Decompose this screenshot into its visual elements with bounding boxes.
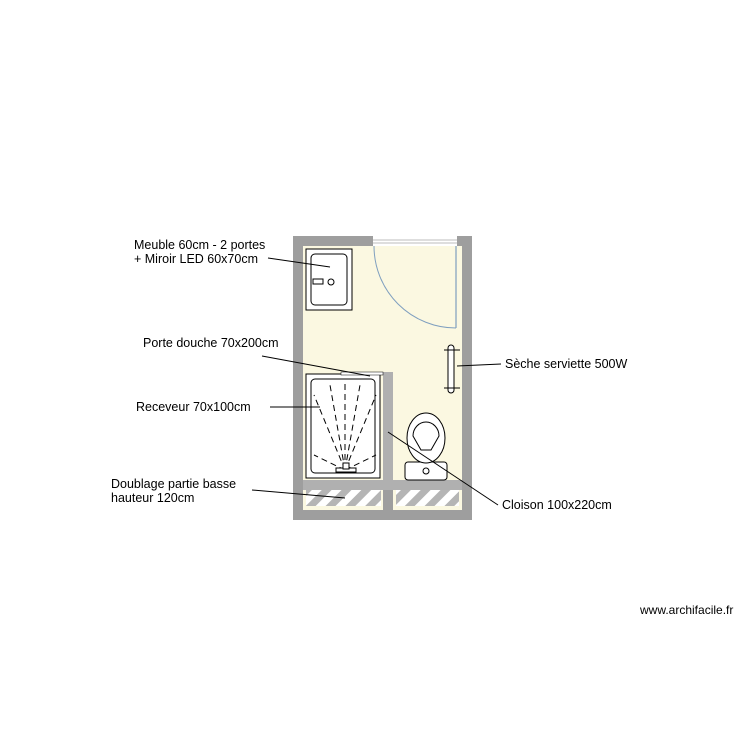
vanity-cabinet [306, 249, 352, 310]
shower-tray [306, 374, 380, 478]
label-receveur: Receveur 70x100cm [136, 400, 251, 414]
toilet [405, 413, 447, 480]
label-doublage-line1: Doublage partie basse [111, 477, 237, 491]
label-porte-douche: Porte douche 70x200cm [143, 336, 279, 350]
doublage-hatch-right [396, 490, 459, 506]
door-opening [373, 236, 457, 246]
label-cloison: Cloison 100x220cm [502, 498, 612, 512]
label-meuble-line2: + Miroir LED 60x70cm [134, 252, 258, 266]
label-meuble-line1: Meuble 60cm - 2 portes [134, 238, 266, 252]
watermark: www.archifacile.fr [640, 603, 734, 617]
label-doublage-line2: hauteur 120cm [111, 491, 195, 505]
label-seche-serviette: Sèche serviette 500W [505, 357, 628, 371]
